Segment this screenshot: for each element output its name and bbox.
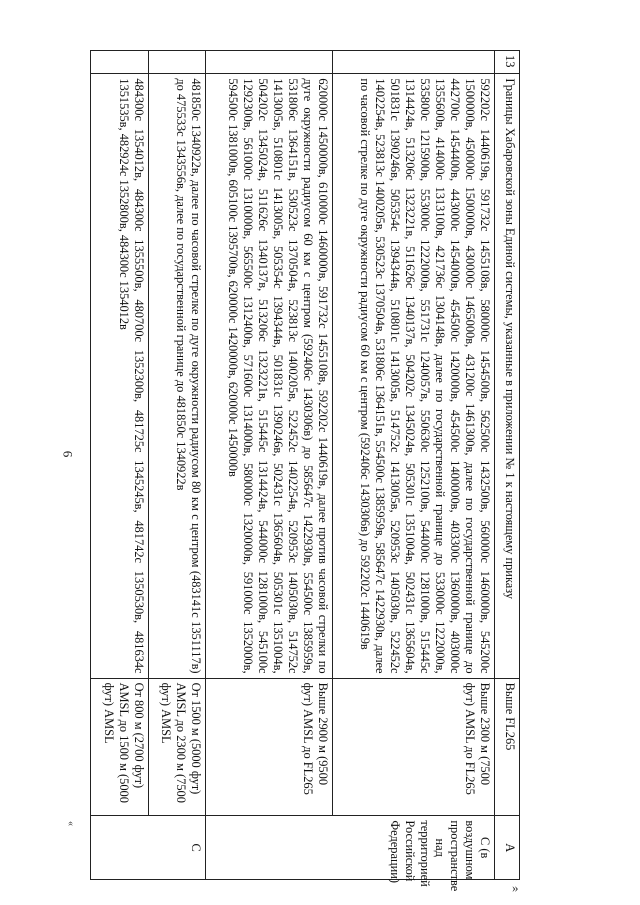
airspace-class-cell: C (в воздушном пространстве над территорией Российской Федерации) <box>206 816 495 880</box>
airspace-zones-table <box>90 50 520 892</box>
altitude-cell: Выше FL265 <box>495 678 520 816</box>
table-row <box>333 51 495 880</box>
boundary-description: 481850с 1340922в, далее по часовой стрелке по дуге окружности радиусом 80 км с центром (483141с 1351117в) до 475533с 1343556в, далее по государственной границе до 481850с 1340922в <box>148 74 206 678</box>
table-row <box>91 51 149 880</box>
airspace-class-cell: C <box>91 816 206 880</box>
altitude-cell: От 1500 м (5000 фут) AMSL до 2300 м (7500 фут) AMSL <box>148 678 206 816</box>
boundary-description: 592202с 1440619в, 591732с 1455108в, 580000с 1454500в, 562500с 1432500в, 560000с 1460000в, 545200с 1500000в, 450000с 1500000в, 430000с 1465000в, 431200с 1461300в, далее по государственной границе до 442700с 1454400в, 443000с 1454000в, 454500с 1420000в, 454500с 1400000в, 403300с 1360000в, 403000с 1355600в, 414000с 1313100в, 421736с 1304148в, далее по государственной границе до 533000с 1222000в, 535800с 1215900в, 553000с 1222000в, 551731с 1240057в, 550630с 1252100в, 544000с 1281000в, 515445с 1314424в, 513206с 1323221в, 511626с 1340137в, 504202с 1345024в, 505301с 1351004в, 502431с 1365604в, 501831с 1390246в, 505354с 1394344в, 510801с 1413005в, 514752с 1413005в, 520953с 1405030в, 522452с 1402254в, 523813с 1400205в, 530523с 1370504в, 531806с 1364151в, 554500с 1385959в, 585647с 1422930в, далее по часовой стрелке по дуге окружности радиусом 60 км с центром (592406с 1430306в) до 592202с 1440619в <box>333 74 495 678</box>
margin-mark-bottom: » <box>512 880 519 895</box>
altitude-cell: От 800 м (2700 фут) AMSL до 1500 м (5000 фут) AMSL <box>91 678 149 816</box>
row-number: 13 <box>495 51 520 74</box>
table-row <box>148 51 206 880</box>
table-row <box>206 51 333 880</box>
zone-title: Границы Хабаровской зоны Единой системы, указанные в приложении № 1 к настоящему приказу <box>495 74 520 678</box>
boundary-description: 484300с 1354012в, 484300с 1355500в, 480700с 1352300в, 481725с 1345245в, 481742с 1350530в, 481634с 1351535в, 482924с 1352800в, 484300с 1354012в <box>91 74 149 678</box>
rotated-table-wrapper <box>90 50 520 892</box>
table-row <box>495 51 520 880</box>
airspace-class-cell: A <box>495 816 520 880</box>
altitude-cell: Выше 2900 м (9500 фут) AMSL до FL265 <box>206 678 333 816</box>
altitude-cell: Выше 2300 м (7500 фут) AMSL до FL265 <box>333 678 495 816</box>
margin-mark-left: « <box>65 821 76 826</box>
page-number: 6 <box>60 450 76 458</box>
boundary-description: 620000с 1450000в, 610000с 1460000в, 591732с 1455108в, 592202с 1440619в, далее против часовой стрелки по дуге окружности радиусом 60 км с центром (592406с 1430306в) до 585647с 1422930в, 554500с 1385959в, 531806с 1364151в, 530523с 1370504в, 523813с 1400205в, 522452с 1402254в, 520953с 1405030в, 514752с 1413005в, 510801с 1413005в, 505354с 1394344в, 501831с 1390246в, 502431с 1365604в, 505301с 1351004в, 504202с 1345024в, 511626с 1340137в, 513206с 1323221в, 515445с 1314424в, 544000с 1281000в, 545100с 1292300в, 561000с 1310000в, 565500с 1312400в, 571600с 1314000в, 580000с 1320000в, 591000с 1352000в, 594500с 1381000в, 605100с 1395700в, 620000с 1420000в, 620000с 1450000в <box>206 74 333 678</box>
